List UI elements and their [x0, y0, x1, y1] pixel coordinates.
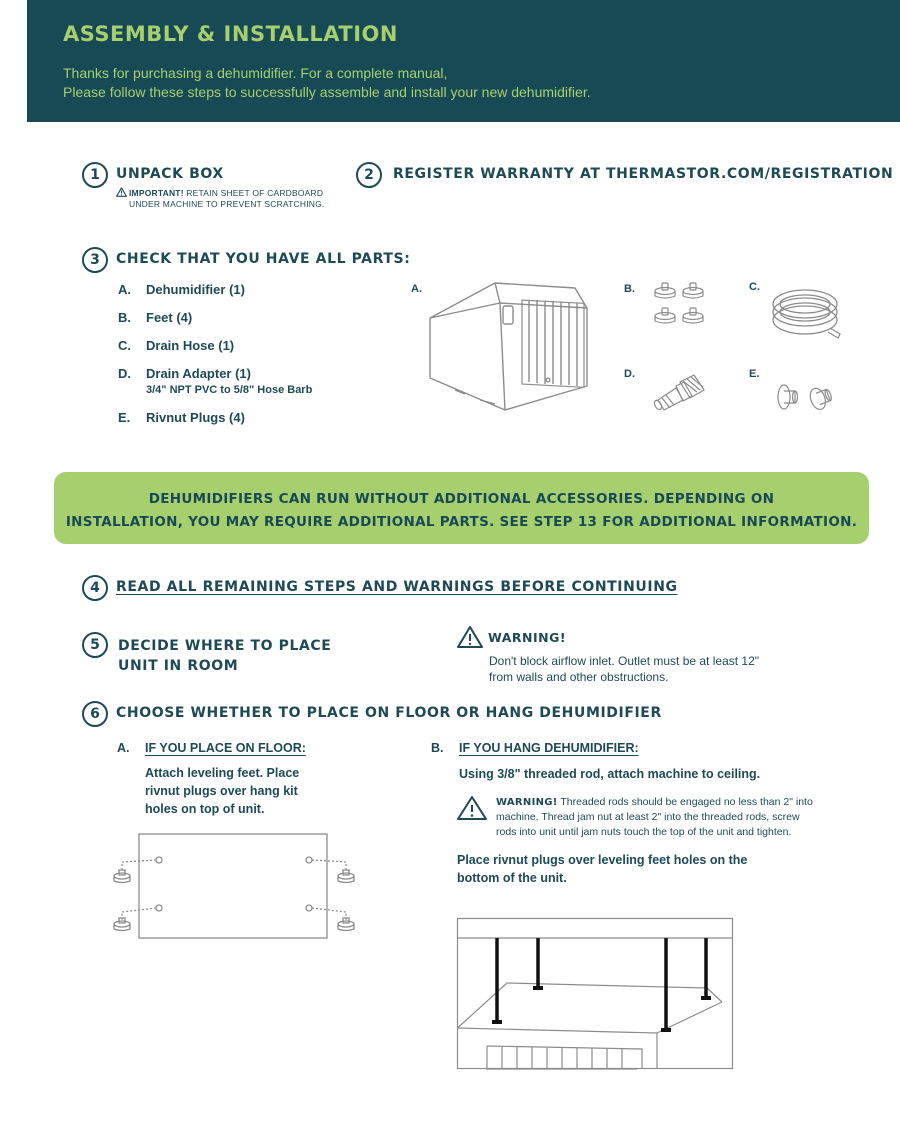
- hang-warning-label: WARNING!: [496, 797, 558, 808]
- warning-line-1: Don't block airflow inlet. Outlet must be at least 12": [489, 654, 760, 668]
- part-item-d: D. Drain Adapter (1) 3/4" NPT PVC to 5/8" Hose Barb: [118, 366, 313, 396]
- step-4-number: 4: [82, 575, 108, 601]
- hang-option-heading: B. IF YOU HANG DEHUMIDIFIER:: [431, 741, 639, 755]
- step-3-title: CHECK THAT YOU HAVE ALL PARTS:: [116, 251, 411, 267]
- step-5-title: [118, 636, 331, 676]
- part-item-c: C. Drain Hose (1): [118, 338, 235, 353]
- banner-line-2: INSTALLATION, YOU MAY REQUIRE ADDITIONAL PARTS. SEE STEP 13 FOR ADDITIONAL INFORMATION.: [65, 514, 858, 530]
- hang-option-text: Using 3/8" threaded rod, attach machine to ceiling.: [459, 767, 761, 781]
- page-title: ASSEMBLY & INSTALLATION: [63, 22, 398, 46]
- important-label: IMPORTANT!: [129, 188, 184, 198]
- banner-line-1: DEHUMIDIFIERS CAN RUN WITHOUT ADDITIONAL ACCESSORIES. DEPENDING ON: [148, 491, 775, 507]
- figure-label-b: B.: [624, 283, 635, 295]
- part-item-b: B. Feet (4): [118, 310, 193, 325]
- hanging-installation-diagram: [457, 918, 733, 1070]
- step-2-title: REGISTER WARRANTY AT THERMASTOR.COM/REGISTRATION: [393, 166, 894, 182]
- warning-text: [489, 653, 759, 685]
- warning-icon: [456, 625, 484, 649]
- rivnut-plugs-instruction: Place rivnut plugs over leveling feet holes on the bottom of the unit.: [457, 853, 748, 885]
- warning-title: WARNING!: [488, 630, 567, 645]
- figure-label-a: A.: [411, 283, 422, 295]
- drain-adapter-icon: [650, 372, 708, 416]
- important-line-1: RETAIN SHEET OF CARDBOARD: [183, 188, 324, 198]
- floor-placement-diagram: [108, 832, 358, 942]
- step-5-title-line-1: DECIDE WHERE TO PLACE: [118, 638, 332, 654]
- step-2-number: 2: [356, 162, 382, 188]
- important-note: [116, 187, 324, 210]
- step-1-number: 1: [82, 162, 108, 188]
- step-4-title: READ ALL REMAINING STEPS AND WARNINGS BEFORE CONTINUING: [116, 579, 678, 595]
- warning-line-2: from walls and other obstructions.: [489, 670, 669, 684]
- figure-label-e: E.: [749, 368, 760, 380]
- figure-label-d: D.: [624, 368, 635, 380]
- part-item-d-detail: 3/4" NPT PVC to 5/8" Hose Barb: [146, 384, 313, 396]
- hang-warning-text: WARNING! Threaded rods should be engaged no less than 2" into machine. Thread jam nut at least 2" into the threaded rods, screw rods into unit until jam nuts touch the top of the unit and tighten.: [496, 796, 813, 838]
- step-1-title: UNPACK BOX: [116, 166, 224, 182]
- intro-line-2: Please follow these steps to successfully assemble and install your new dehumidifier.: [63, 84, 591, 100]
- floor-option-text: Attach leveling feet. Place rivnut plugs over hang kit holes on top of unit.: [145, 766, 300, 816]
- drain-hose-icon: [770, 282, 845, 340]
- step-5-number: 5: [82, 632, 108, 658]
- floor-option-heading: A. IF YOU PLACE ON FLOOR:: [117, 741, 306, 755]
- accessories-banner: [54, 472, 869, 544]
- intro-line-1: Thanks for purchasing a dehumidifier. For a complete manual,: [63, 65, 448, 81]
- hang-warning-icon: [456, 795, 488, 821]
- header-banner: [27, 0, 900, 122]
- intro-text: [63, 64, 591, 102]
- rivnut-plugs-icon: [775, 378, 837, 414]
- banner-text: [54, 488, 869, 534]
- important-line-2: UNDER MACHINE TO PREVENT SCRATCHING.: [129, 199, 325, 209]
- step-6-number: 6: [82, 701, 108, 727]
- step-3-number: 3: [82, 247, 108, 273]
- step-6-title: CHOOSE WHETHER TO PLACE ON FLOOR OR HANG DEHUMIDIFIER: [116, 705, 662, 721]
- part-item-a: A. Dehumidifier (1): [118, 282, 245, 297]
- feet-icon: [652, 281, 708, 327]
- dehumidifier-illustration: [425, 278, 595, 418]
- step-5-title-line-2: UNIT IN ROOM: [118, 658, 239, 674]
- warning-small-icon: [116, 187, 127, 197]
- figure-label-c: C.: [749, 281, 760, 293]
- part-item-e: E. Rivnut Plugs (4): [118, 410, 245, 425]
